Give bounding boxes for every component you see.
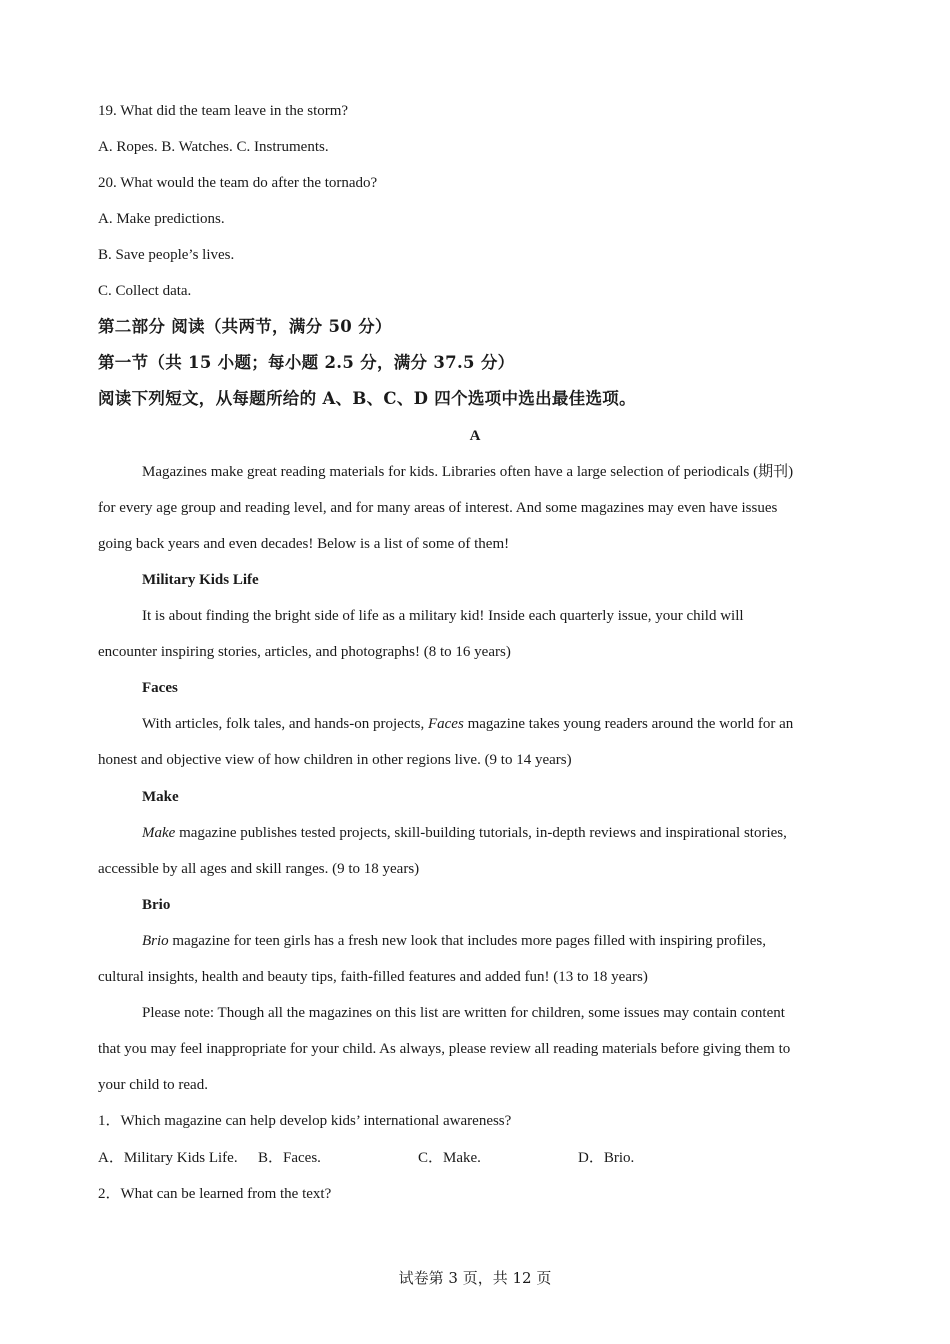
note-line: that you may feel inappropriate for your child. As always, please review all reading materials before giving them to [98, 1041, 791, 1057]
question-20: 20. What would the team do after the tornado? [98, 175, 378, 191]
part-title: 第二部分 阅读（共两节，满分 50 分） [98, 317, 392, 336]
text-run: magazine for teen girls has a fresh new look that includes more pages filled with inspiring profiles, [168, 933, 767, 949]
reading-instruction: 阅读下列短文，从每题所给的 A、B、C、D 四个选项中选出最佳选项。 [98, 389, 636, 408]
magazine-title: Faces [142, 680, 178, 696]
intro-line: for every age group and reading level, and for many areas of interest. And some magazines may even have issues [98, 500, 778, 516]
magazine-description [142, 714, 793, 734]
magazine-title: Make [142, 789, 179, 805]
question-1-option-d: D．Brio. [578, 1150, 635, 1166]
magazine-title: Military Kids Life [142, 572, 259, 588]
text-run: magazine takes young readers around the world for an [463, 716, 794, 732]
note-line: Please note: Though all the magazines on this list are written for children, some issues may contain content [142, 1005, 785, 1021]
magazine-name-italic: Make [142, 825, 176, 841]
intro-line: going back years and even decades! Below is a list of some of them! [98, 536, 510, 552]
magazine-title: Brio [142, 897, 171, 913]
passage-label: A [469, 428, 481, 444]
magazine-description: accessible by all ages and skill ranges. (9 to 18 years) [98, 861, 420, 877]
magazine-description [142, 931, 766, 951]
text-run: magazine publishes tested projects, skill-building tutorials, in-depth reviews and inspirational stories, [175, 825, 787, 841]
magazine-description [142, 823, 787, 843]
magazine-description: encounter inspiring stories, articles, and photographs! (8 to 16 years) [98, 644, 511, 660]
magazine-description: cultural insights, health and beauty tips, faith-filled features and added fun! (13 to 18 years) [98, 969, 648, 985]
magazine-name-italic: Brio [142, 933, 169, 949]
question-1-option-c: C．Make. [418, 1150, 481, 1166]
question-2: 2．What can be learned from the text? [98, 1186, 332, 1202]
magazine-description: honest and objective view of how children in other regions live. (9 to 14 years) [98, 752, 572, 768]
note-line: your child to read. [98, 1077, 208, 1093]
page-footer: 试卷第 3 页，共 12 页 [398, 1269, 552, 1287]
question-1-option-a: A．Military Kids Life. [98, 1150, 238, 1166]
magazine-name-italic: Faces [427, 716, 464, 732]
question-20-option-b: B. Save people’s lives. [98, 247, 235, 263]
text-run: With articles, folk tales, and hands-on projects, [142, 716, 428, 732]
question-19: 19. What did the team leave in the storm? [98, 103, 349, 119]
intro-line: Magazines make great reading materials for kids. Libraries often have a large selection of periodicals (期刊) [142, 464, 794, 480]
question-20-option-c: C. Collect data. [98, 283, 192, 299]
magazine-description: It is about finding the bright side of life as a military kid! Inside each quarterly issue, your child will [142, 608, 744, 624]
question-20-option-a: A. Make predictions. [98, 211, 225, 227]
question-1: 1．Which magazine can help develop kids’ international awareness? [98, 1113, 512, 1129]
question-19-options: A. Ropes. B. Watches. C. Instruments. [98, 139, 329, 155]
question-1-option-b: B．Faces. [258, 1150, 321, 1166]
section-subtitle: 第一节（共 15 小题；每小题 2.5 分，满分 37.5 分） [98, 353, 515, 372]
